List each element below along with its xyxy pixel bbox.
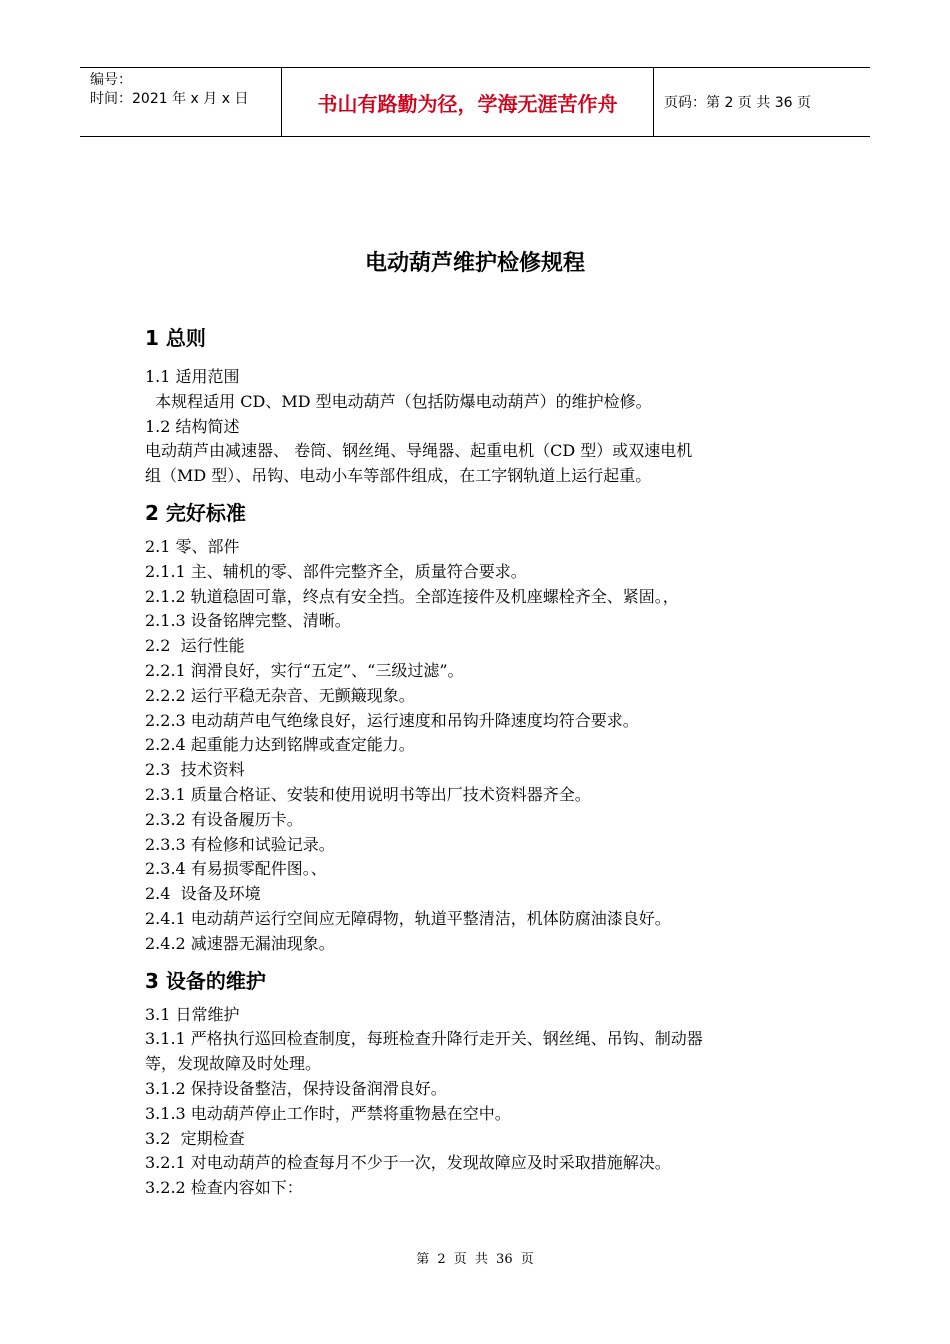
section-heading: 3 设备的维护	[145, 968, 266, 993]
paragraph-line: 2.3.3 有检修和试验记录。	[145, 834, 335, 854]
section-body	[145, 365, 825, 489]
section-body	[145, 1003, 825, 1201]
paragraph-line: 3.1.1 严格执行巡回检查制度，每班检查升降行走开关、钢丝绳、吊钩、制动器	[145, 1029, 703, 1049]
paragraph-line: 2.3.2 有设备履历卡。	[145, 809, 303, 829]
paragraph-line: 2.2.3 电动葫芦电气绝缘良好，运行速度和吊钩升降速度均符合要求。	[145, 710, 639, 730]
paragraph-line: 3.1.3 电动葫芦停止工作时，严禁将重物悬在空中。	[145, 1103, 511, 1123]
number-label: 编号：	[90, 72, 132, 88]
section-body	[145, 535, 825, 957]
paragraph-line: 2.3.1 质量合格证、安装和使用说明书等出厂技术资料器齐全。	[145, 784, 591, 804]
paragraph-line: 组（MD 型）、吊钩、电动小车等部件组成，在工字钢轨道上运行起重。	[145, 466, 652, 486]
header-page-info: 页码：第 2 页 共 36 页	[664, 95, 811, 111]
header-meta	[80, 68, 282, 136]
page-header	[80, 67, 870, 137]
paragraph-line: 电动葫芦由减速器、 卷筒、钢丝绳、导绳器、起重电机（CD 型）或双速电机	[145, 441, 693, 461]
paragraph-line: 3.2.2 检查内容如下：	[145, 1178, 303, 1198]
paragraph-line: 3.1 日常维护	[145, 1004, 240, 1024]
paragraph-line: 2.2.4 起重能力达到铭牌或查定能力。	[145, 735, 415, 755]
paragraph-line: 2.4.2 减速器无漏油现象。	[145, 933, 335, 953]
document-title: 电动葫芦维护检修规程	[364, 251, 585, 276]
paragraph-line: 2.1.2 轨道稳固可靠，终点有安全挡。全部连接件及机座螺栓齐全、紧固。，	[145, 586, 679, 606]
paragraph-line: 1.2 结构简述	[145, 416, 240, 436]
paragraph-line: 1.1 适用范围	[145, 367, 240, 386]
paragraph-line: 3.2.1 对电动葫芦的检查每月不少于一次，发现故障应及时采取措施解决。	[145, 1153, 671, 1173]
paragraph-line: 3.1.2 保持设备整洁，保持设备润滑良好。	[145, 1078, 447, 1098]
paragraph-line: 2.2.1 润滑良好，实行“五定”、“三级过滤”。	[145, 660, 464, 680]
page-footer: 第 2 页 共 36 页	[416, 1252, 534, 1267]
section-heading: 1 总则	[145, 326, 206, 350]
time-label: 时间：2021 年 x 月 x 日	[90, 91, 249, 107]
paragraph-line: 等，发现故障及时处理。	[145, 1054, 322, 1074]
paragraph-line: 2.4 设备及环境	[145, 884, 261, 904]
paragraph-line: 2.3.4 有易损零配件图。、	[145, 859, 327, 879]
section-heading: 2 完好标准	[145, 500, 246, 525]
header-motto: 书山有路勤为径，学海无涯苦作舟	[282, 68, 654, 136]
paragraph-line: 3.2 定期检查	[145, 1128, 245, 1148]
paragraph-line: 2.2.2 运行平稳无杂音、无颤簸现象。	[145, 685, 415, 705]
paragraph-line: 本规程适用 CD、MD 型电动葫芦（包括防爆电动葫芦）的维护检修。	[145, 391, 652, 411]
paragraph-line: 2.1.3 设备铭牌完整、清晰。	[145, 611, 351, 631]
paragraph-line: 2.3 技术资料	[145, 760, 245, 780]
paragraph-line: 2.1.1 主、辅机的零、部件完整齐全，质量符合要求。	[145, 561, 527, 581]
paragraph-line: 2.1 零、部件	[145, 536, 240, 556]
paragraph-line: 2.2 运行性能	[145, 636, 245, 656]
document-body	[145, 320, 825, 1201]
paragraph-line: 2.4.1 电动葫芦运行空间应无障碍物，轨道平整清洁，机体防腐油漆良好。	[145, 908, 671, 928]
